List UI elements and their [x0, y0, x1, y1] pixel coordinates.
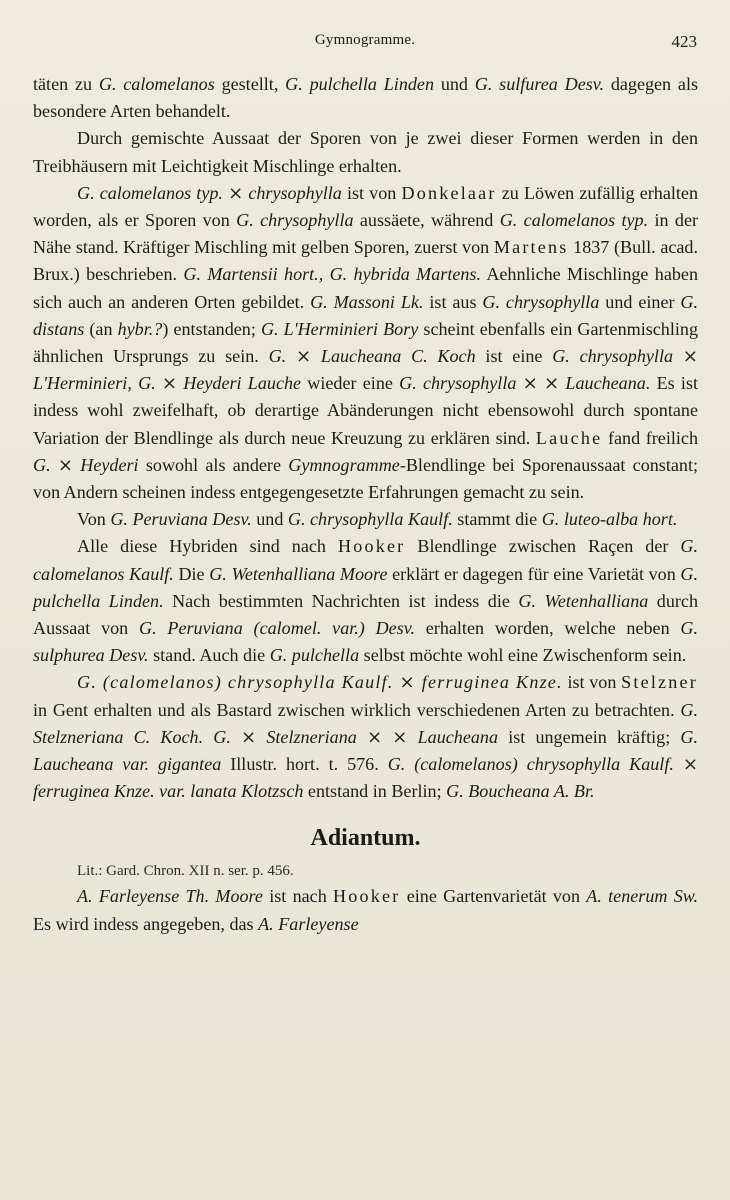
paragraph-continuation [33, 71, 698, 125]
text-run: Von [77, 509, 111, 530]
italic-text-run: G. calomelanos typ. ⨯ chrysophylla [77, 182, 342, 203]
italic-text-run: G. Peruviana Desv. [110, 509, 252, 530]
italic-text-run: A. tenerum Sw. [586, 886, 698, 907]
paragraph [33, 180, 698, 506]
running-title: Gymnogramme. [314, 32, 416, 48]
italic-text-run: A. Farleyense [258, 913, 359, 934]
italic-text-run: G. Massoni Lk. [310, 291, 424, 312]
text-run: in der Nähe stand. Kräftiger Mischling mit gelben Sporen, zuerst von [33, 210, 698, 258]
text-run: selbst möchte wohl eine Zwischenform sein. [359, 645, 687, 666]
text-run: Illustr. hort. t. 576. [221, 754, 388, 775]
text-run: aussäete, während [353, 210, 500, 231]
paragraph [33, 883, 698, 937]
text-run: Alle diese Hybriden sind nach [77, 536, 338, 557]
text-run: Martens [493, 237, 569, 258]
text-run: (an [84, 318, 118, 339]
text-run: Stelzner [621, 672, 698, 693]
italic-text-run: G. (calomelanos) chrysophylla Kaulf. ⨯ ferruginea Knze. var. lanata Klotzsch [33, 754, 698, 802]
text-run: durch Aussaat von [33, 590, 698, 639]
text-run: Es wird indess angegeben, das [33, 913, 259, 934]
text-run: Die [173, 563, 210, 584]
literature-reference: Lit.: Gard. Chron. XII n. ser. p. 456. [77, 863, 294, 880]
italic-text-run: G. pulchella [269, 645, 360, 666]
page-number: 423 [671, 32, 697, 51]
paragraph [33, 669, 698, 805]
text-run: erhalten worden, welche neben [414, 618, 681, 639]
italic-text-run: G. calomelanos Kaulf. [33, 536, 698, 584]
text-run: und einer [599, 291, 681, 312]
text-run: Aehnliche Mischlinge haben sich auch an anderen Orten gebildet. [33, 264, 699, 312]
paragraph [33, 506, 698, 533]
text-run: ist von [562, 672, 622, 693]
italic-text-run: hybr.? [117, 318, 163, 339]
italic-text-run: G. Wetenhalliana [518, 590, 649, 611]
text-run: Blendlinge zwischen Raçen der [405, 536, 681, 557]
text-run: ist nach [262, 886, 334, 907]
italic-text-run: G. chrysophylla Kaulf. [287, 509, 453, 530]
italic-text-run: Gymnogramme [288, 454, 400, 475]
text-run: Lauche [535, 427, 603, 448]
italic-text-run: G. sulphurea Desv. [33, 618, 698, 666]
italic-text-run: G. Martensii hort., G. hybrida Martens. [183, 264, 481, 285]
text-run: ist von [341, 182, 402, 203]
italic-text-run: G. Wetenhalliana Moore [209, 563, 388, 584]
italic-text-run: G. calomelanos typ. [499, 210, 649, 231]
page-header [0, 32, 730, 56]
text-run: ist aus [423, 291, 483, 312]
italic-text-run: G. chrysophylla ⨯ L'Herminieri, G. ⨯ Heyderi Lauche [33, 346, 698, 394]
text-run: Hooker [333, 886, 401, 907]
text-run: ) entstanden; [162, 318, 261, 339]
italic-text-run: G. Laucheana var. gigantea [33, 726, 698, 775]
italic-text-run: G. chrysophylla [236, 210, 354, 231]
paragraph: Durch gemischte Aussaat der Sporen von je zwei dieser Formen werden in den Treibhäusern mit Leichtigkeit Mischlinge erhalten. [33, 128, 698, 176]
italic-text-run: G. pulchella Linden. [33, 563, 698, 611]
text-run: dagegen als besondere Arten behandelt. [33, 74, 699, 122]
italic-text-run: G. (calomelanos) chrysophylla Kaulf. ⨯ ferruginea Knze. [77, 672, 563, 693]
italic-text-run: G. chrysophylla [482, 291, 600, 312]
text-run: -Blendlinge bei Sporenaussaat constant; von Andern scheinen indess entgegengesetzte Erfahrungen gemacht zu sein. [33, 454, 699, 503]
section-heading: Adiantum. [310, 825, 421, 852]
text-run: ist ungemein kräftig; [498, 726, 681, 747]
italic-text-run: G. calomelanos [98, 74, 215, 94]
text-run: Donkelaar [401, 182, 497, 203]
text-run: wieder eine [301, 373, 400, 394]
italic-text-run: G. Stelzneriana C. Koch. G. ⨯ Stelzneriana ⨯ ⨯ Laucheana [33, 699, 698, 747]
text-run: und [251, 509, 288, 530]
text-run: Hooker [337, 536, 406, 557]
text-run: stand. Auch die [148, 645, 270, 666]
italic-text-run: A. Farleyense Th. Moore [77, 886, 263, 907]
text-run: entstand in Berlin; [303, 781, 447, 802]
text-run: fand freilich [602, 427, 698, 448]
text-run: 1837 (Bull. acad. Brux.) beschrieben. [33, 237, 698, 285]
italic-text-run: G. chrysophylla ⨯ ⨯ Laucheana. [399, 373, 651, 394]
text-run: und [434, 74, 475, 94]
text-run: sowohl als andere [138, 454, 289, 475]
italic-text-run: G. luteo-alba hort. [541, 509, 678, 530]
text-run: stammt die [452, 509, 542, 530]
italic-text-run: G. L'Herminieri Bory [260, 318, 419, 339]
italic-text-run: G. Peruviana (calomel. var.) Desv. [139, 618, 415, 639]
text-run: scheint ebenfalls ein Gartenmischling ähnlichen Ursprungs zu sein. [33, 318, 698, 367]
text-run: in Gent erhalten und als Bastard zwischen wirklich verschiedenen Arten zu betrachten. [33, 699, 681, 720]
italic-text-run: G. ⨯ Laucheana C. Koch [268, 346, 476, 367]
paragraph [33, 533, 698, 669]
italic-text-run: G. sulfurea Desv. [474, 74, 604, 94]
text-run: eine Gartenvarietät von [400, 886, 587, 907]
text-run: täten zu [33, 74, 99, 94]
text-run: gestellt, [214, 74, 286, 94]
text-run: Es ist indess wohl zweifelhaft, ob derartige Abänderungen nicht ebensowohl durch spontane Variation der Blendlinge als durch neue Kreuzung zu erklären sind. [33, 373, 698, 448]
text-run: erklärt er dagegen für eine Varietät von [387, 563, 681, 584]
text-run: Nach bestimmten Nachrichten ist indess die [163, 590, 519, 611]
italic-text-run: G. pulchella Linden [285, 74, 434, 94]
text-run: zu Löwen zufällig erhalten worden, als er Sporen von [33, 182, 698, 231]
italic-text-run: G. distans [33, 291, 699, 339]
text-run: ist eine [475, 346, 553, 367]
page-body [33, 71, 698, 938]
italic-text-run: G. Boucheana A. Br. [446, 781, 595, 802]
italic-text-run: G. ⨯ Heyderi [33, 454, 139, 475]
